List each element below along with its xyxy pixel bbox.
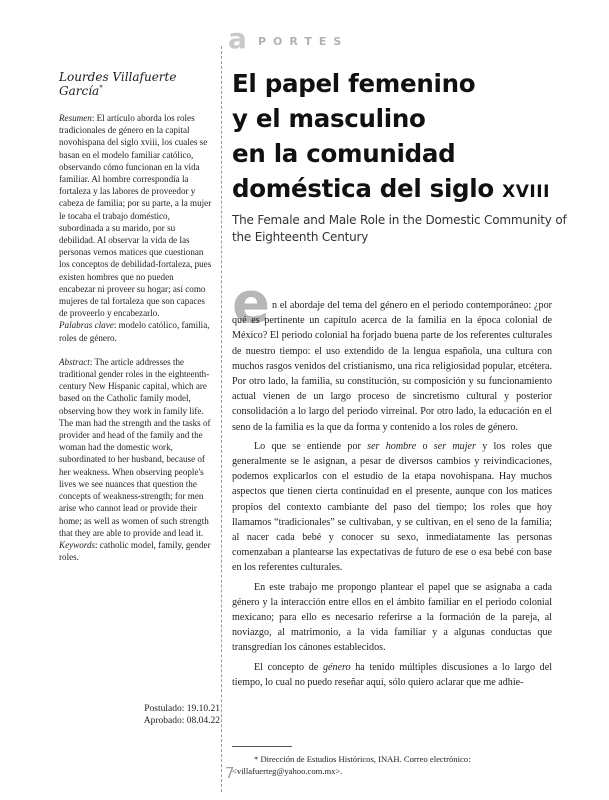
body-paragraph: n el abordaje del tema del género en el periodo contemporáneo: ¿por qué es pertinente un capítulo acerca de la familia en la época colonial de México? El periodo colonial ha forjado buena parte de los referentes culturales de nuestro tiempo: el uso extendido de la lengua española, una cultura con muchos rasgos venidos del cristianismo, una rica religiosidad popular, etcétera. Por otro lado, la familia, su constitución, su composición y su funcionamiento actual vienen de un largo proceso de sincretismo cultural y posterior consolidación a lo largo del periodo virreinal. Por otro lado, la educación en el seno de la familia es la que da forma y contenido a los roles de género. <box>232 300 552 433</box>
drop-cap: e <box>232 271 270 336</box>
column-divider <box>221 46 222 792</box>
title-century: XVIII <box>502 182 550 202</box>
body-paragraph: En este trabajo me propongo plantear el papel que se asignaba a cada género y la interacción entre ellos en el ámbito familiar en el periodo colonial mexicano; para ello es necesario referirse a la formación de la pareja, al noviazgo, al matrimonio, a la vida familiar y a algunas conductas que transgredían los cánones establecidos. <box>232 581 552 654</box>
abstract-label: Abstract <box>59 356 90 367</box>
postulado-date: Postulado: 19.10.21 <box>144 704 220 714</box>
article-subtitle: The Female and Male Role in the Domestic Community of the Eighteenth Century <box>232 213 567 244</box>
submission-dates <box>120 703 220 727</box>
author-name: Lourdes Villafuerte García* <box>59 70 177 98</box>
title-line: El papel femenino <box>232 69 476 98</box>
keywords-label: Keywords <box>59 539 96 550</box>
palabras-clave <box>59 319 212 343</box>
footnote: * Dirección de Estudios Históricos, INAH. Correo electrónico: <villafuerteg@yahoo.com.mx>. <box>232 754 471 776</box>
title-line: en la comunidad <box>232 139 456 168</box>
article-body <box>232 298 552 694</box>
palabras-label: Palabras clave <box>59 320 114 331</box>
section-initial: a <box>228 22 247 55</box>
resumen <box>59 112 212 319</box>
body-paragraph: El concepto de género ha tenido múltiples discusiones a lo largo del tiempo, lo cual no puedo reseñar aquí, sólo quiero aclarar que me adhie- <box>232 661 553 688</box>
resumen-label: Resumen <box>59 113 92 123</box>
section-name: PORTES <box>258 35 349 48</box>
abstract <box>59 356 212 539</box>
body-paragraph: Lo que se entiende por ser hombre o ser mujer y los roles que generalmente se le asignan, a pesar de diversos cambios y reivindicaciones, podemos explicarlos con el estudio de la etapa novohispana. Hay muchos aspectos que tienen cierta continuidad en el presente, aunque con los matices propios del contexto cambiante del paso del tiempo; los roles que hoy llamamos “tradicionales” se cultivaban, y se cultivan, en el seno de la familia; al nacer cada bebé y conocer su sexo, inmediatamente las personas comenzaban a plantearse las expectativas de futuro de ese o esa bebé con base en los referentes culturales. <box>232 440 552 574</box>
aprobado-date: Aprobado: 08.04.22 <box>143 716 220 726</box>
title-line: y el masculino <box>232 104 426 133</box>
author-footnote-marker: * <box>99 84 103 92</box>
palabras-text: : modelo católico, familia, roles de género. <box>59 320 210 343</box>
resumen-text: : El artículo aborda los roles tradicionales de género en la capital novohispana del siglo xviii, los cuales se basan en el modelo familiar católico, observando cómo funcionan en la vida familiar. Al hombre correspondía la fortaleza y las labores de proveedor y cabeza de familia; por su parte, a la mujer le tocaba el trabajo doméstico, subordinada a su marido, por su debilidad. Al observar la vida de las personas vemos matices que cuestionan los conceptos de debilidad-fortaleza, pues existen hombres que no pueden encabezar ni proveer su hogar; así como mujeres de tal fortaleza que son capaces de proveerlo y encabezarlo. <box>59 113 212 319</box>
title-line: doméstica del siglo XVIII <box>232 174 550 203</box>
page-number: 7 <box>225 764 235 782</box>
article-title <box>232 66 592 210</box>
keywords <box>59 539 212 563</box>
footnote-rule <box>232 746 292 747</box>
section-header <box>218 24 378 54</box>
abstract-text: : The article addresses the traditional gender roles in the eighteenth-century New Hispanic capital, which are based on the Catholic family model, observing how they work in family life. The man had the strength and the tasks of provider and head of the family and the woman had the domestic work, subordinated to her husband, because of her weakness. When observing people's lives we see nuances that question the concepts of weakness-strength; for men arise who cannot lead or provide their home; as well as women of such strength that they are able to provide and lead it. <box>59 356 211 538</box>
abstract-column <box>59 112 212 563</box>
keywords-text: : catholic model, family, gender roles. <box>59 539 211 563</box>
